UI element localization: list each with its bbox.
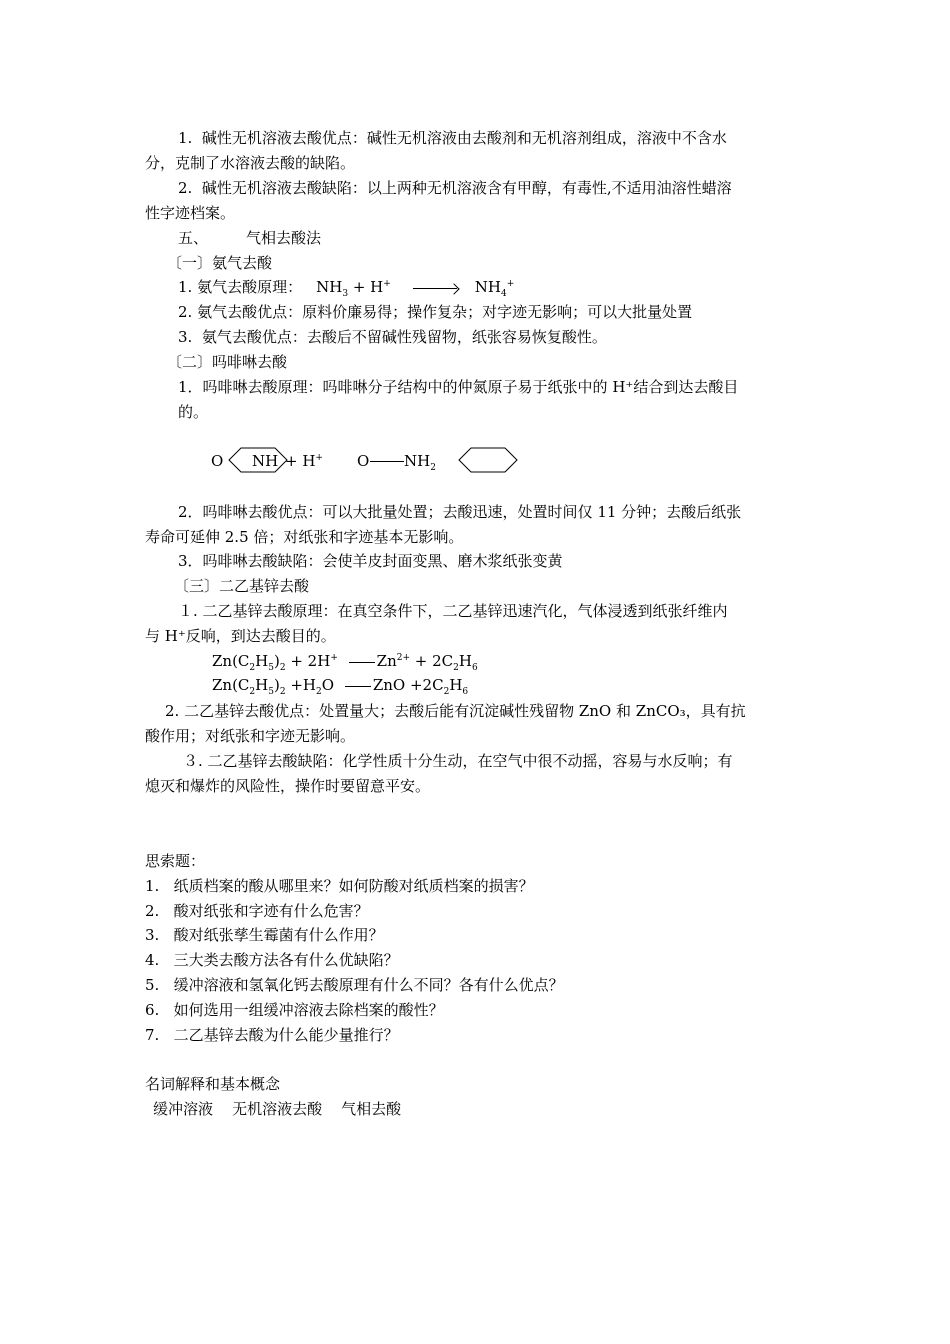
formula-nh3: $NH_3 + H^+$ <box>316 278 391 299</box>
equation-1: $Zn(C_2H_5)_2 + 2H^+$ $Zn^{2+} + 2C_2H_6$ <box>212 652 478 673</box>
terms-title: 名词解释和基本概念 <box>145 1075 281 1093</box>
section-number: 五、 <box>178 229 209 247</box>
diethylzinc-defect-cont: 熄灭和爆炸的风险性，操作时要留意平安。 <box>145 777 431 795</box>
question-item: 7. 二乙基锌去酸为什么能少量推行？ <box>145 1026 399 1044</box>
equation-arrow-icon <box>345 686 371 687</box>
morpholine-advantage: 2．吗啡啉去酸优点：可以大批量处置；去酸迅速，处置时间仅 11 分钟；去酸后纸张 <box>178 503 742 521</box>
diethylzinc-advantage: 2. 二乙基锌去酸优点：处置量大；去酸后能有沉淀碱性残留物 ZnO 和 ZnCO₃，具有抗 <box>165 702 746 720</box>
paragraph-advantage-cont: 分，克制了水溶液去酸的缺陷。 <box>145 154 356 172</box>
diethylzinc-principle-cont: 与 H⁺反响，到达去酸目的。 <box>145 627 336 645</box>
formula-nh4: $NH_4^+$ <box>474 278 515 299</box>
formula-nh2: $NH_2$ <box>404 452 436 473</box>
formula-plus-h: + H+ <box>285 452 323 470</box>
bond-line-icon <box>370 461 404 462</box>
reaction-arrow-icon <box>413 288 457 289</box>
formula-o-left: O <box>211 452 224 470</box>
morpholine-principle: 1．吗啡啉去酸原理：吗啡啉分子结构中的仲氮原子易于纸张中的 H⁺结合到达去酸目 <box>178 378 739 396</box>
equation-arrow-icon <box>349 662 375 663</box>
question-item: 4. 三大类去酸方法各有什么优缺陷？ <box>145 951 399 969</box>
paragraph-defect: 2. 碱性无机溶液去酸缺陷：以上两种无机溶液含有甲醇，有毒性,不适用油溶性蜡溶 <box>178 179 732 197</box>
paragraph-advantage: 1. 碱性无机溶液去酸优点：碱性无机溶液由去酸剂和无机溶剂组成，溶液中不含水 <box>178 129 727 147</box>
section-heading <box>178 228 321 248</box>
product-hexagon-icon <box>458 447 518 473</box>
question-item: 5. 缓冲溶液和氢氧化钙去酸原理有什么不同？各有什么优点？ <box>145 976 564 994</box>
formula-nh: NH <box>252 452 279 470</box>
morpholine-principle-cont: 的。 <box>178 403 209 421</box>
terms-list: 缓冲溶液 无机溶液去酸 气相去酸 <box>153 1100 402 1118</box>
morpholine-advantage-cont: 寿命可延伸 2.5 倍；对纸张和字迹基本无影响。 <box>145 528 464 546</box>
ammonia-advantage: 2. 氨气去酸优点：原料价廉易得；操作复杂；对字迹无影响；可以大批量处置 <box>178 303 693 321</box>
section-title: 气相去酸法 <box>246 229 322 247</box>
diethylzinc-advantage-cont: 酸作用；对纸张和字迹无影响。 <box>145 727 356 745</box>
question-item: 2. 酸对纸张和字迹有什么危害？ <box>145 902 369 920</box>
ammonia-advantage-2: 3. 氨气去酸优点：去酸后不留碱性残留物，纸张容易恢复酸性。 <box>178 328 607 346</box>
diethylzinc-principle: １. 二乙基锌去酸原理：在真空条件下，二乙基锌迅速汽化，气体浸透到纸张纤维内 <box>178 602 728 620</box>
question-item: 6. 如何选用一组缓冲溶液去除档案的酸性？ <box>145 1001 444 1019</box>
paragraph-defect-cont: 性字迹档案。 <box>145 204 236 222</box>
subsection-heading-diethylzinc: 〔三〕二乙基锌去酸 <box>174 577 310 595</box>
subsection-heading-ammonia: 〔一〕氨气去酸 <box>167 254 273 272</box>
questions-title: 思索题： <box>145 852 206 870</box>
diethylzinc-defect: ３. 二乙基锌去酸缺陷：化学性质十分生动，在空气中很不动摇，容易与水反响；有 <box>183 752 733 770</box>
formula-o-right: O <box>357 452 370 470</box>
question-item: 3. 酸对纸张孳生霉菌有什么作用？ <box>145 926 384 944</box>
ammonia-principle-label: 1. 氨气去酸原理： <box>178 278 303 296</box>
morpholine-defect: 3．吗啡啉去酸缺陷：会使羊皮封面变黑、磨木浆纸张变黄 <box>178 552 563 570</box>
ammonia-principle <box>178 277 514 297</box>
equation-2: $Zn(C_2H_5)_2 +H_2O$ ZnO $+2C_2H_6$ <box>212 676 469 697</box>
subsection-heading-morpholine: 〔二〕吗啡啉去酸 <box>167 353 288 371</box>
question-item: 1. 纸质档案的酸从哪里来？如何防酸对纸质档案的损害？ <box>145 877 534 895</box>
